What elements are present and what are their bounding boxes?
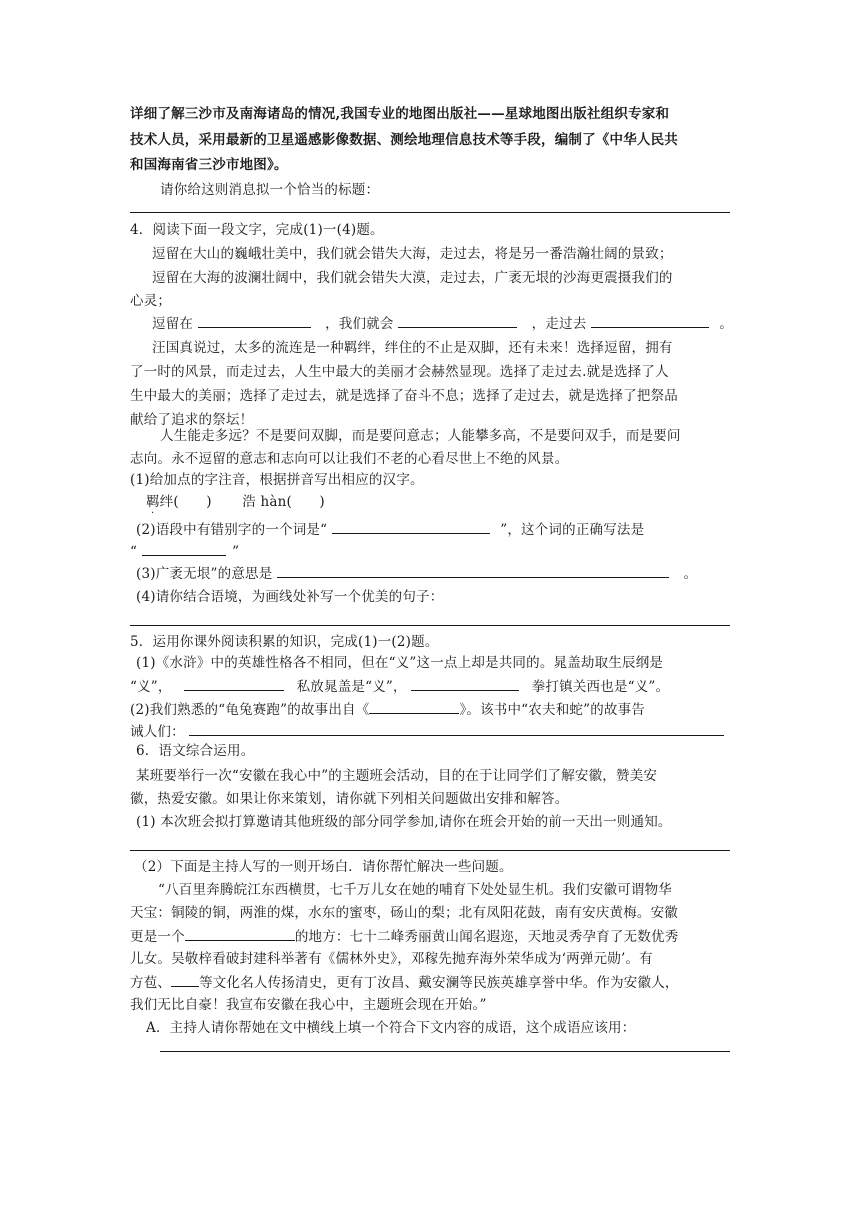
q4-sub-2 <box>136 519 732 540</box>
title-prompt: 请你给这则消息拟一个恰当的标题： <box>160 182 380 198</box>
speech-line-6: 我们无比自豪！我宣布安徽在我心中，主题班会现在开始。” <box>130 997 487 1013</box>
q4-para-4a: 人生能走多远？不是要问双脚，而是要问意志；人能攀多高，不是要问双手，而是要问 <box>160 428 681 444</box>
speech-line-1: “八百里奔腾皖江东西横贯，七千万儿女在她的哺育下处处显生机。我们安徽可谓物华 <box>158 882 673 898</box>
q4-fill-line <box>152 313 732 334</box>
intro-line-3: 和国海南省三沙市地图》。 <box>130 157 288 173</box>
answer-line-title[interactable] <box>130 212 730 213</box>
speech-line-3: 更是一个 的地方：七十二峰秀丽黄山闻名遐迩，天地灵秀孕育了无数优秀 <box>130 926 732 947</box>
name-blank[interactable] <box>171 972 199 987</box>
q4-para-3b: 了一时的风景，而走过去，人生中最大的美丽才会赫然显现。选择了走过去.就是选择了人 <box>130 364 669 380</box>
fill-text-b: ，我们就会 <box>325 316 394 332</box>
q4-para-3a: 汪国真说过，太多的流连是一种羁绊，绊住的不止是双脚，还有未来！选择逗留，拥有 <box>152 340 673 356</box>
emphasis-dot-icon: · <box>151 508 155 519</box>
q4-sub-2-cont: “ ” <box>130 541 732 562</box>
q5-sub-2b: 诫人们： <box>130 721 732 742</box>
q4-para-3c: 生中最大的美丽；选择了走过去，就是选择了奋斗不息；选择了走过去，就是选择了把祭品 <box>130 388 678 404</box>
fill-text-a: 逗留在 <box>152 316 194 332</box>
q6-item-1: (1) 本次班会拟打算邀请其他班级的部分同学参加,请你在班会开始的前一天出一则通知。 <box>136 814 672 830</box>
dotted-char: 羁 · <box>146 494 160 519</box>
q4-para-3d: 献给了追求的祭坛！ <box>130 412 254 428</box>
q6-item-A: A．主持人请你帮她在文中横线上填一个符合下文内容的成语，这个成语应该用： <box>146 1020 636 1036</box>
answer-line-idiom[interactable] <box>160 1051 730 1052</box>
fill-blank-3[interactable] <box>591 313 709 328</box>
speech-line-2: 天宝：铜陵的铜，两淮的煤，水东的蜜枣，砀山的梨；北有凤阳花鼓，南有安庆黄梅。安徽 <box>130 905 678 921</box>
q6-item-2: （2）下面是主持人写的一则开场白．请你帮忙解决一些问题。 <box>134 859 513 875</box>
q6-intro-1: 某班要举行一次“安徽在我心中”的主题班会活动，目的在于让同学们了解安徽，赞美安 <box>136 768 658 784</box>
fill-text-c: ，走过去 <box>531 316 587 332</box>
pinyin-item-2[interactable]: 浩 hàn( ) <box>242 494 325 510</box>
moral-blank[interactable] <box>189 721 724 736</box>
typo-word-blank[interactable] <box>332 519 490 534</box>
intro-line-2: 技术人员，采用最新的卫星遥感影像数据、测绘地理信息技术等手段，编制了《中华人民共 <box>130 132 678 148</box>
sub2-text-a: (2)语段中有错别字的一个词是“ <box>136 522 328 538</box>
answer-line-notice[interactable] <box>130 850 730 851</box>
q6-intro-2: 徽，热爱安徽。如果让你来策划，请你就下列相关问题做出安排和解答。 <box>130 791 569 807</box>
q5-sub-2a: (2)我们熟悉的“龟兔赛跑”的故事出自《 》。该书中“农夫和蛇”的故事告 <box>130 699 732 720</box>
q4-para-2b: 心灵； <box>130 293 172 309</box>
pinyin-blank-1[interactable]: 绊( ) <box>159 494 212 510</box>
fill-text-d: 。 <box>719 316 734 332</box>
book-title-blank[interactable] <box>369 699 459 714</box>
correct-word-blank[interactable] <box>142 541 226 556</box>
hero-blank-2[interactable] <box>411 676 519 691</box>
intro-line-1: 详细了解三沙市及南海诸岛的情况,我国专业的地图出版社——星球地图出版社组织专家和 <box>130 106 670 122</box>
q6-heading: 6．语文综合运用。 <box>136 743 255 759</box>
q5-sub-1b: “义”， 私放晁盖是“义”， 拳打镇关西也是“义”。 <box>130 676 732 697</box>
q4-sub-3: (3)广袤无垠”的意思是 。 <box>136 563 732 584</box>
fill-blank-2[interactable] <box>398 313 517 328</box>
meaning-blank[interactable] <box>277 563 669 578</box>
q4-sub-1-items <box>146 492 732 519</box>
hero-blank-1[interactable] <box>184 676 284 691</box>
q5-heading: 5．运用你课外阅读积累的知识，完成(1)一(2)题。 <box>130 634 439 650</box>
q4-sub-4: (4)请你结合语境，为画线处补写一个优美的句子： <box>136 589 444 605</box>
q5-sub-1a: (1)《水浒》中的英雄性格各不相同，但在“义”这一点上却是共同的。晁盖劫取生辰纲是 <box>136 655 664 671</box>
q4-para-4b: 志向。永不逗留的意志和志向可以让我们不老的心看尽世上不绝的风景。 <box>130 451 569 467</box>
q4-para-1: 逗留在大山的巍峨壮美中，我们就会错失大海，走过去，将是另一番浩瀚壮阔的景致； <box>152 246 673 262</box>
speech-line-5: 方苞、 等文化名人传扬清史，更有丁汝昌、戴安澜等民族英雄享誉中华。作为安徽人， <box>130 972 732 993</box>
q4-para-2a: 逗留在大海的波澜壮阔中，我们就会错失大漠，走过去，广袤无垠的沙海更震摄我们的 <box>152 270 673 286</box>
q4-heading: 4．阅读下面一段文字，完成(1)一(4)题。 <box>130 222 384 238</box>
speech-line-4: 儿女。吴敬梓看破封建科举著有《儒林外史》，邓稼先抛弃海外荣华成为‘两弹元勋’。有 <box>130 951 653 967</box>
q4-sub-1: (1)给加点的字注音，根据拼音写出相应的汉字。 <box>130 472 424 488</box>
idiom-blank[interactable] <box>185 926 295 941</box>
answer-line-q4-4[interactable] <box>130 625 730 626</box>
sub2-text-b: ”，这个词的正确写法是 <box>500 522 645 538</box>
fill-blank-1[interactable] <box>198 313 311 328</box>
